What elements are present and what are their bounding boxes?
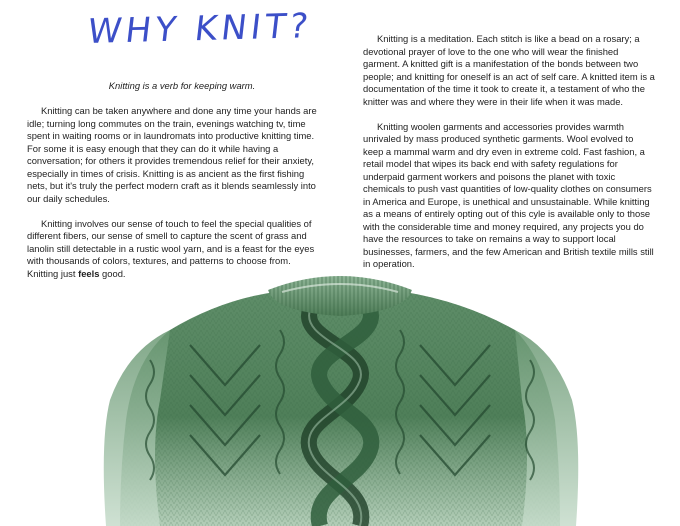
paragraph-senses-text: Knitting involves our sense of touch to feel the special qualities of different fibers, our sense of smell to capture the scent of grass and lanolin still detectable in a rustic wool yarn, and is a feast for the eyes with thousands of colors, textures, and patterns to choose from. Knitting just <box>27 217 315 279</box>
paragraph: Knitting is a meditation. Each stitch is like a bead on a rosary; a devotional prayer of love to the one who will wear the finished garment. A knitted gift is a manifestation of the bonds between two people; and knitting for oneself is an act of self care. A knitted item is a documentation of the time it took to create it, a testament of who the knitter was and where they were in their life when it was made. <box>363 33 655 107</box>
paragraph: Knitting can be taken anywhere and done any time your hands are idle; turning long commutes on the train, evenings watching tv, time spent in waiting rooms or in laundromats into productive knitting time. For some it is easy enough that they can do it while having a conversation; for others it provides tremendous relief for their anxiety, especially in times of crisis. Knitting is as ancient as the first fishing nets, but it's truly the perfect modern craft as it blends seamlessly into our daily schedules. <box>27 105 317 204</box>
page-title: WHY KNIT? <box>85 6 315 52</box>
left-column <box>27 80 323 293</box>
paragraph-senses-end: good. <box>99 267 126 279</box>
paragraph: Knitting woolen garments and accessories provides warmth unrivaled by mass produced synthetic garments. Wool evolved to keep a mammal warm and dry even in extreme cold. Fast fashion, a retail model that wipes its back end with safety regulations for underpaid garment workers and poisons the planet with toxic chemicals to push vast quantities of low-quality clothes on consumers in America and Europe, is unethical and unsustainable. While knitting as a means of entirely opting out of this cyle is available only to those with the considerable time and money required, any projects you do have the resources to take on remains a way to support local businesses, farmers, and the few American and British textile mills still in operation. <box>363 120 654 269</box>
subtitle: Knitting is a verb for keeping warm. <box>108 80 256 91</box>
emphasis-feels: feels <box>78 267 100 279</box>
paragraph-senses <box>27 218 323 281</box>
right-column <box>363 33 655 283</box>
